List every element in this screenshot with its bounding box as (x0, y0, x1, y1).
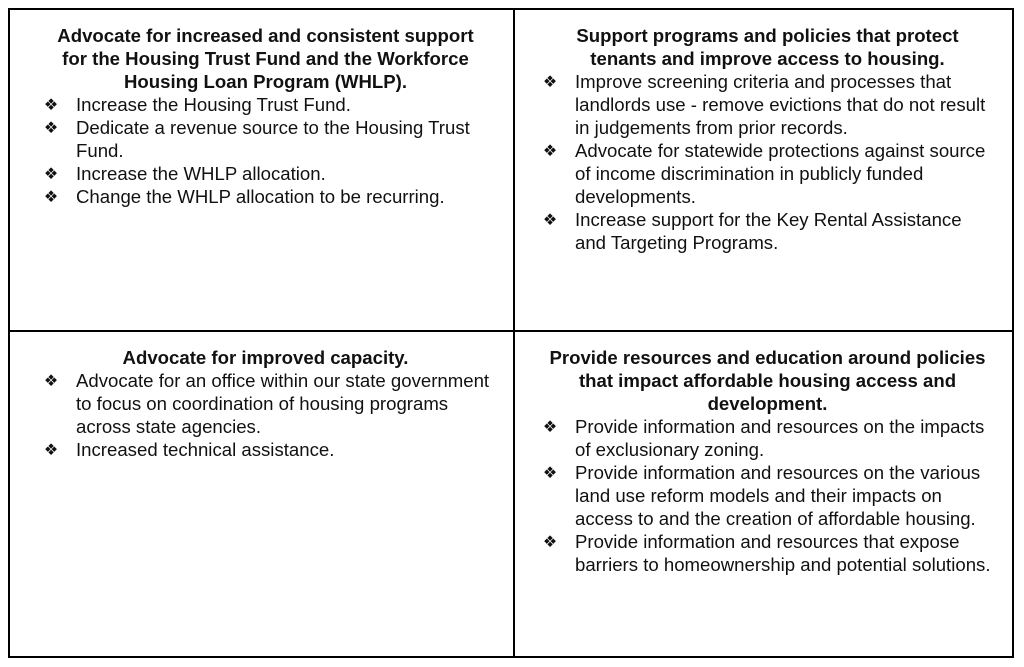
list-item: ❖ Dedicate a revenue source to the Housing Trust Fund. (40, 116, 491, 162)
list-item: ❖ Advocate for statewide protections against source of income discrimination in publicly funded developments. (539, 139, 996, 208)
list-item: ❖ Provide information and resources on the various land use reform models and their impacts on access to and the creation of affordable housing. (539, 461, 996, 530)
section-heading: Support programs and policies that protect tenants and improve access to housing. (576, 25, 959, 69)
diamond-bullet-icon: ❖ (542, 210, 558, 229)
list-item: ❖ Improve screening criteria and processes that landlords use - remove evictions that do not result in judgements from prior records. (539, 70, 996, 139)
section-housing-trust-fund (10, 10, 515, 332)
diamond-bullet-icon: ❖ (43, 95, 59, 114)
list-item: ❖ Increased technical assistance. (40, 438, 491, 461)
diamond-bullet-icon: ❖ (43, 371, 59, 390)
bullet-list (539, 70, 996, 254)
diamond-bullet-icon: ❖ (43, 164, 59, 183)
section-improved-capacity (10, 332, 515, 656)
section-heading: Advocate for increased and consistent support for the Housing Trust Fund and the Workforce Housing Loan Program (WHLP). (57, 25, 474, 92)
list-item: ❖ Increase the Housing Trust Fund. (40, 93, 491, 116)
diamond-bullet-icon: ❖ (542, 417, 558, 436)
list-item: ❖ Provide information and resources on the impacts of exclusionary zoning. (539, 415, 996, 461)
list-item: ❖ Increase the WHLP allocation. (40, 162, 491, 185)
diamond-bullet-icon: ❖ (43, 440, 59, 459)
bullet-list (539, 415, 996, 576)
diamond-bullet-icon: ❖ (542, 141, 558, 160)
list-item: ❖ Provide information and resources that expose barriers to homeownership and potential solutions. (539, 530, 996, 576)
section-heading: Provide resources and education around policies that impact affordable housing access and development. (549, 347, 986, 414)
diamond-bullet-icon: ❖ (542, 463, 558, 482)
section-resources-education (515, 332, 1012, 656)
diamond-bullet-icon: ❖ (542, 532, 558, 551)
policy-priorities-table (8, 8, 1014, 658)
list-item: ❖ Advocate for an office within our state government to focus on coordination of housing programs across state agencies. (40, 369, 491, 438)
diamond-bullet-icon: ❖ (43, 118, 59, 137)
list-item: ❖ Increase support for the Key Rental Assistance and Targeting Programs. (539, 208, 996, 254)
diamond-bullet-icon: ❖ (43, 187, 59, 206)
section-heading: Advocate for improved capacity. (122, 347, 409, 368)
diamond-bullet-icon: ❖ (542, 72, 558, 91)
list-item: ❖ Change the WHLP allocation to be recurring. (40, 185, 491, 208)
section-tenant-protections (515, 10, 1012, 332)
bullet-list (40, 93, 491, 208)
bullet-list (40, 369, 491, 461)
